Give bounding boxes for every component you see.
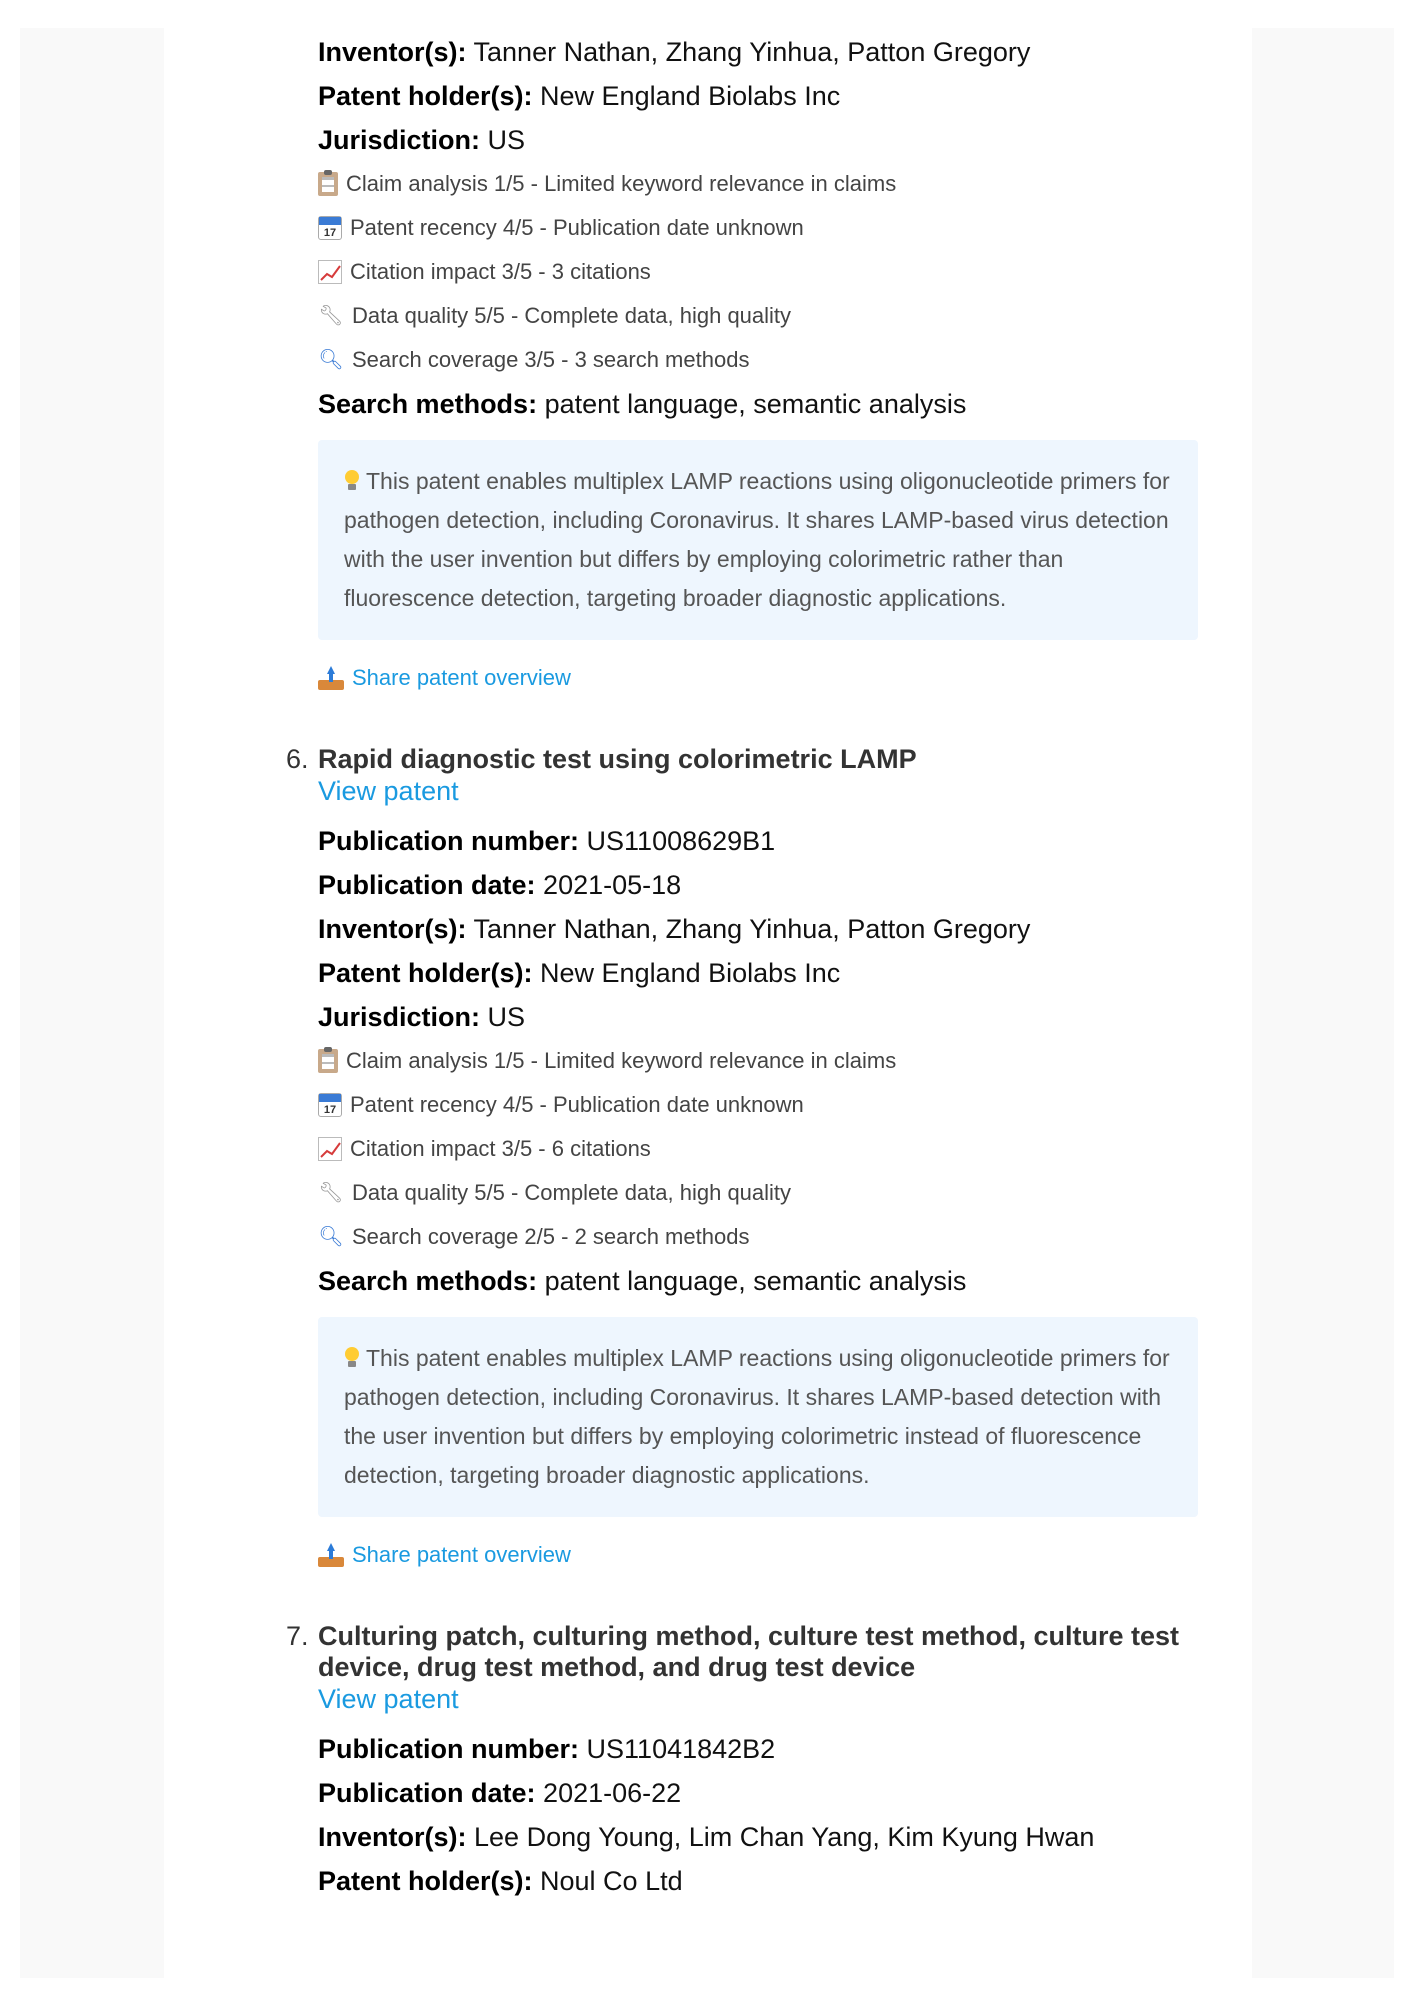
search-methods-row: Search methods: patent language, semantic analysis — [318, 1266, 967, 1296]
patent-title: Culturing patch, culturing method, culture test method, culture test device, drug test method, and drug test device — [318, 1621, 1180, 1682]
score-quality: 🔧︎ Data quality 5/5 - Complete data, high quality — [318, 1180, 792, 1205]
publication-date-value: 2021-05-18 — [543, 870, 682, 900]
holders-row: Patent holder(s): New England Biolabs Inc — [318, 81, 841, 111]
score-claim: Claim analysis 1/5 - Limited keyword relevance in claims — [318, 1039, 1198, 1083]
holders-value: Noul Co Ltd — [540, 1866, 683, 1896]
item-header — [286, 1621, 1198, 1683]
item-number: 6. — [286, 744, 309, 774]
summary-box — [318, 1317, 1198, 1517]
jurisdiction-value: US — [487, 125, 526, 155]
calendar-icon — [318, 216, 342, 240]
jurisdiction-row: Jurisdiction: US — [318, 125, 526, 155]
patent-title: Rapid diagnostic test using colorimetric LAMP — [318, 744, 917, 774]
patent-item-6 — [286, 744, 1198, 1575]
score-citation: Citation impact 3/5 - 3 citations — [318, 250, 1198, 294]
outbox-tray-icon — [318, 666, 344, 690]
magnifier-icon: 🔍︎ — [318, 349, 344, 371]
inventors-row: Inventor(s): Lee Dong Young, Lim Chan Yang, Kim Kyung Hwan — [318, 1822, 1095, 1852]
score-quality: 🔧︎ Data quality 5/5 - Complete data, high quality — [318, 303, 792, 328]
publication-number-value: US11008629B1 — [586, 826, 776, 856]
wrench-icon: 🔧︎ — [318, 305, 344, 327]
summary-box — [318, 440, 1198, 640]
clipboard-icon — [318, 1049, 338, 1073]
wrench-icon: 🔧︎ — [318, 1182, 344, 1204]
inventors-value: Tanner Nathan, Zhang Yinhua, Patton Gregory — [473, 914, 1031, 944]
publication-date-row: Publication date: 2021-05-18 — [318, 870, 682, 900]
jurisdiction-value: US — [487, 1002, 526, 1032]
summary-text: This patent enables multiplex LAMP reactions using oligonucleotide primers for pathogen detection, including Coronavirus. It shares LAMP-based detection with the user invention but differs by employing colorimetric instead of fluorescence detection, targeting broader diagnostic applications. — [344, 1345, 1170, 1488]
patent-item-7 — [286, 1621, 1198, 1903]
summary-text: This patent enables multiplex LAMP reactions using oligonucleotide primers for pathogen detection, including Coronavirus. It shares LAMP-based virus detection with the user invention but differs by employing colorimetric rather than fluorescence detection, targeting broader diagnostic applications. — [344, 468, 1170, 611]
score-recency: 17 Patent recency 4/5 - Publication date unknown — [318, 206, 1198, 250]
score-recency: 17 Patent recency 4/5 - Publication date unknown — [318, 1083, 1198, 1127]
score-claim: Claim analysis 1/5 - Limited keyword relevance in claims — [318, 162, 1198, 206]
holders-row: Patent holder(s): Noul Co Ltd — [318, 1866, 683, 1896]
inventors-row: Inventor(s): Tanner Nathan, Zhang Yinhua, Patton Gregory — [318, 37, 1031, 67]
search-methods-value: patent language, semantic analysis — [544, 389, 967, 419]
publication-number-value: US11041842B2 — [586, 1734, 776, 1764]
holders-value: New England Biolabs Inc — [540, 958, 841, 988]
patent-item-5 — [318, 30, 1198, 698]
share-overview-link[interactable]: Share patent overview — [318, 1535, 1198, 1575]
score-coverage: 🔍︎ Search coverage 2/5 - 2 search methods — [318, 1224, 750, 1249]
magnifier-icon: 🔍︎ — [318, 1226, 344, 1248]
publication-number-row: Publication number: US11041842B2 — [318, 1734, 776, 1764]
jurisdiction-row: Jurisdiction: US — [318, 1002, 526, 1032]
inventors-value: Tanner Nathan, Zhang Yinhua, Patton Gregory — [473, 37, 1031, 67]
view-patent-link[interactable]: View patent — [318, 1684, 459, 1714]
light-bulb-icon — [344, 470, 360, 492]
results-column — [286, 28, 1198, 1903]
calendar-icon — [318, 1093, 342, 1117]
item-number: 7. — [286, 1621, 309, 1651]
light-bulb-icon — [344, 1347, 360, 1369]
inventors-row: Inventor(s): Tanner Nathan, Zhang Yinhua, Patton Gregory — [318, 914, 1031, 944]
holders-row: Patent holder(s): New England Biolabs Inc — [318, 958, 841, 988]
search-methods-row: Search methods: patent language, semantic analysis — [318, 389, 967, 419]
search-methods-value: patent language, semantic analysis — [544, 1266, 967, 1296]
publication-date-value: 2021-06-22 — [543, 1778, 682, 1808]
chart-increasing-icon — [318, 260, 342, 284]
share-overview-link[interactable]: Share patent overview — [318, 658, 1198, 698]
score-citation: Citation impact 3/5 - 6 citations — [318, 1127, 1198, 1171]
view-patent-link[interactable]: View patent — [318, 776, 459, 806]
chart-increasing-icon — [318, 1137, 342, 1161]
holders-value: New England Biolabs Inc — [540, 81, 841, 111]
inventors-value: Lee Dong Young, Lim Chan Yang, Kim Kyung Hwan — [474, 1822, 1095, 1852]
publication-number-row: Publication number: US11008629B1 — [318, 826, 776, 856]
page-background — [20, 28, 1394, 1978]
publication-date-row: Publication date: 2021-06-22 — [318, 1778, 682, 1808]
item-header — [286, 744, 1198, 775]
content-panel — [164, 28, 1252, 1978]
outbox-tray-icon — [318, 1543, 344, 1567]
clipboard-icon — [318, 172, 338, 196]
score-coverage: 🔍︎ Search coverage 3/5 - 3 search methods — [318, 347, 750, 372]
